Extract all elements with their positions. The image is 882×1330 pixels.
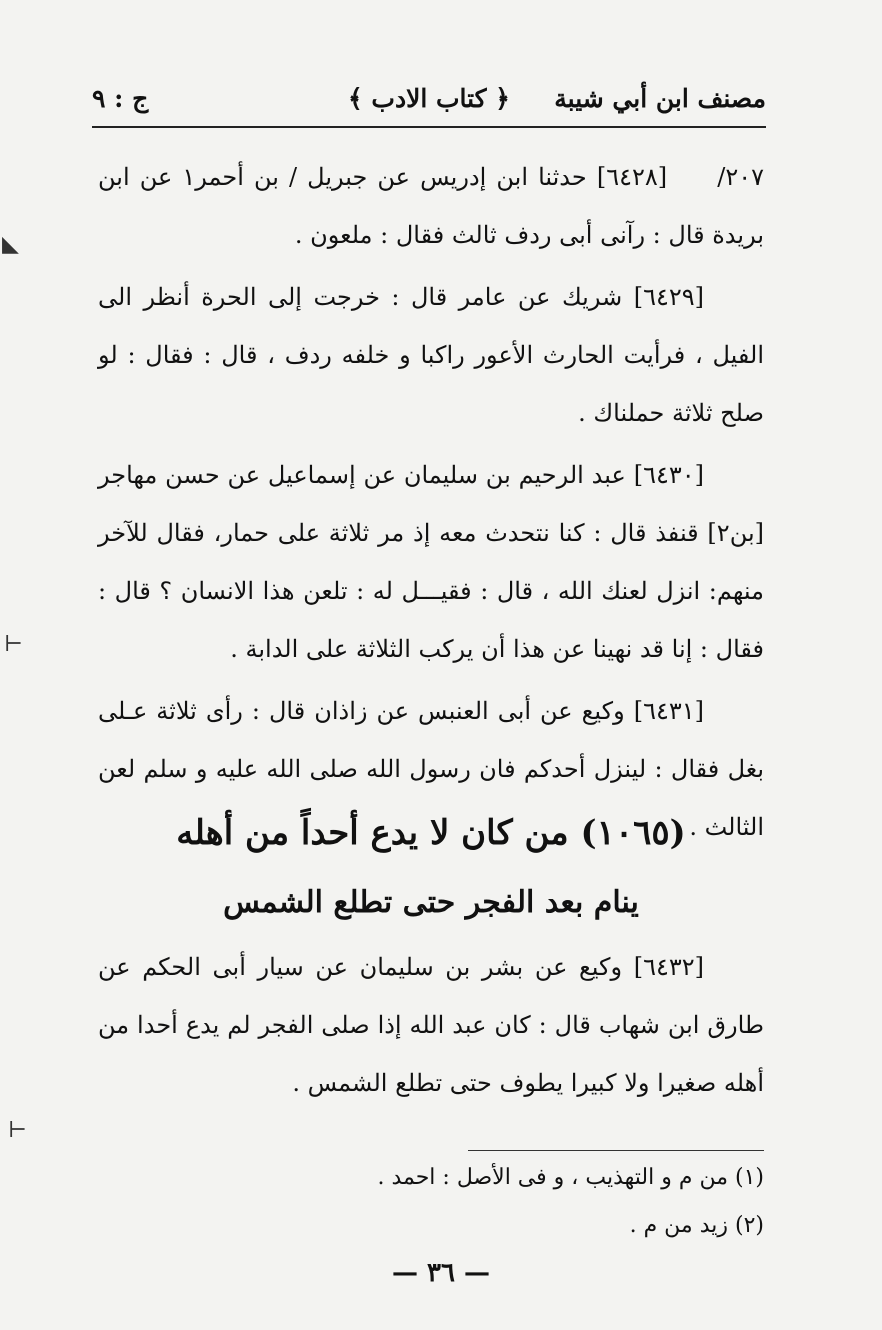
book-title: مصنف ابن أبي شيبة — [554, 84, 766, 113]
chapter-heading: (١٠٦٥) من كان لا يدع أحداً من أهله — [176, 813, 686, 853]
volume-label: ج : ٩ — [92, 84, 149, 113]
chapter-subheading: ينام بعد الفجر حتى تطلع الشمس — [223, 885, 639, 920]
header-rule — [92, 126, 766, 128]
folio-ref: ٢٠٧/ — [717, 163, 764, 191]
hadith-text: حدثنا ابن إدريس عن جبريل / بن أحمر١ عن ابن بريدة قال : رآنى أبى ردف ثالث فقال : ملعون . — [98, 163, 764, 249]
text-body — [98, 148, 764, 860]
hadith-text: عبد الرحيم بن سليمان عن إسماعيل عن حسن مهاجر [بن٢] قنفذ قال : كنا نتحدث معه إذ مر ثلاثة على حمار، فقال للآخر منهم: انزل لعنك الله ، قال : فقيـــل له : تلعن هذا الانسان ؟ قال : فقال : إنا قد نهينا عن هذا أن يركب الثلاثة على الدابة . — [98, 461, 764, 663]
footnote-2: (٢) زيد من م . — [629, 1213, 764, 1238]
hadith-text: وكيع عن بشر بن سليمان عن سيار أبى الحكم عن طارق ابن شهاب قال : كان عبد الله إذا صلى الفجر لم يدع أحدا من أهله صغيرا ولا كبيرا يطوف حتى تطلع الشمس . — [98, 953, 764, 1097]
footnotes — [300, 1154, 764, 1250]
hadith-number: [٦٤٢٩] — [633, 283, 704, 311]
margin-mark: ⊢ — [4, 632, 23, 657]
hadith-number: [٦٤٣٢] — [633, 953, 704, 981]
hadith-6430 — [98, 446, 764, 678]
hadith-6429 — [98, 268, 764, 442]
footnote-rule — [468, 1150, 764, 1151]
hadith-number: [٦٤٣١] — [633, 697, 704, 725]
text-body-2 — [98, 938, 764, 1116]
section-title: ﴿ كتاب الادب ﴾ — [348, 84, 510, 113]
margin-mark: ⊢ — [8, 1118, 27, 1143]
hadith-text: شريك عن عامر قال : خرجت إلى الحرة أنظر الى الفيل ، فرأيت الحارث الأعور راكبا و خلفه ردف ، قال : فقال : لو صلح ثلاثة حملناك . — [98, 283, 764, 427]
footnote-1: (١) من م و التهذيب ، و فى الأصل : احمد . — [377, 1165, 764, 1190]
hadith-number: [٦٤٢٨] — [596, 163, 668, 191]
page-number: — ٣٦ — — [391, 1258, 491, 1288]
hadith-text: وكيع عن أبى العنبس عن زاذان قال : رأى ثلاثة عـلى بغل فقال : لينزل أحدكم فان رسول الله صلى الله عليه و سلم لعن الثالث . — [98, 697, 764, 841]
hadith-6432 — [98, 938, 764, 1112]
hadith-number: [٦٤٣٠] — [633, 461, 704, 489]
margin-mark: ◣ — [2, 232, 19, 257]
page-header — [92, 80, 766, 122]
hadith-6428 — [98, 148, 764, 264]
